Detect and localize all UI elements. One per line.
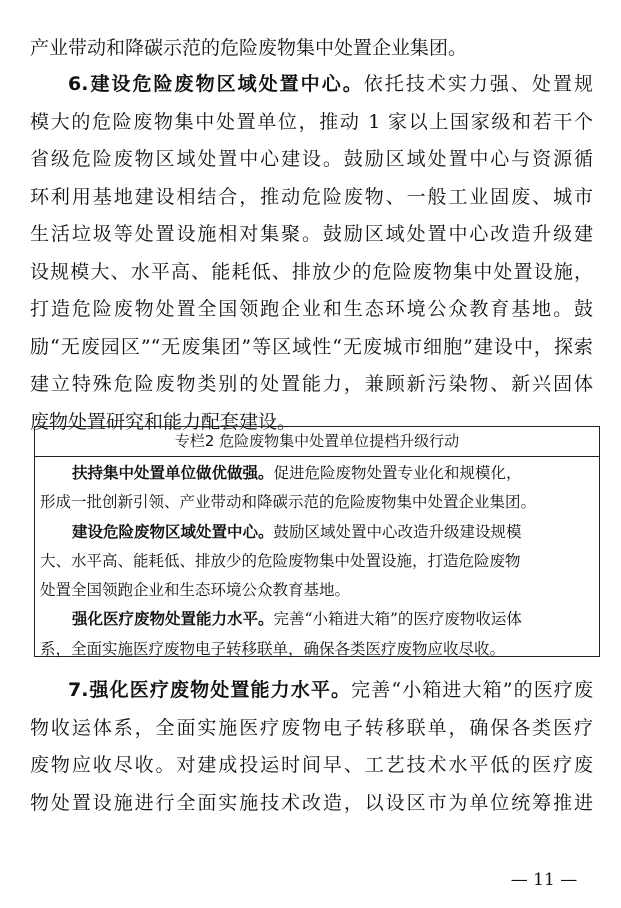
section-6-paragraph <box>30 66 593 441</box>
text-line: 物收运体系，全面实施医疗废物电子转移联单，确保各类医疗 <box>30 716 593 739</box>
box-item-heading: 建设危险废物区域处置中心。 <box>72 522 274 541</box>
paragraph-carryover <box>30 30 593 68</box>
text-line: 设规模大、水平高、能耗低、排放少的危险废物集中处置设施， <box>30 260 593 283</box>
box-item-text: 促进危险废物处置专业化和规模化， <box>273 464 522 482</box>
box-item-heading: 扶持集中处置单位做优做强。 <box>72 464 274 482</box>
section-7-paragraph <box>30 672 593 822</box>
column-box <box>34 426 600 657</box>
section-7-first-line: 完善“小箱进大箱”的医疗废 <box>351 679 593 701</box>
box-line <box>40 518 594 547</box>
section-6-heading: 6.建设危险废物区域处置中心。 <box>68 73 364 95</box>
text-line <box>30 66 593 104</box>
page-number: — 11 — <box>510 870 578 890</box>
text-line: 建立特殊危险废物类别的处置能力，兼顾新污染物、新兴固体 <box>30 373 593 395</box>
text-line: 产业带动和降碳示范的危险废物集中处置企业集团。 <box>30 37 468 59</box>
text-line: 废物处置研究和能力配套建设。 <box>30 410 297 433</box>
box-line: 处置全国领跑企业和生态环境公众教育基地。 <box>40 581 351 600</box>
box-line: 大、水平高、能耗低、排放少的危险废物集中处置设施，打造危险废物 <box>40 551 521 570</box>
section-7-heading: 7.强化医疗废物处置能力水平。 <box>68 679 352 701</box>
text-line: 励“无废园区”“无废集团”等区域性“无废城市细胞”建设中，探索 <box>30 335 593 358</box>
text-line <box>30 672 593 710</box>
box-item-text: 鼓励区域处置中心改造升级建设规模 <box>273 522 522 541</box>
column-box-body <box>35 457 599 664</box>
text-line: 环利用基地建设相结合，推动危险废物、一般工业固废、城市 <box>30 185 593 208</box>
box-line: 系，全面实施医疗废物电子转移联单，确保各类医疗废物应收尽收。 <box>40 639 506 658</box>
text-line: 省级危险废物区域处置中心建设。鼓励区域处置中心与资源循 <box>30 148 593 170</box>
section-6-first-line: 依托技术实力强、处置规 <box>363 73 593 95</box>
text-line: 生活垃圾等处置设施相对集聚。鼓励区域处置中心改造升级建 <box>30 223 593 245</box>
text-line: 打造危险废物处置全国领跑企业和生态环境公众教育基地。鼓 <box>30 298 593 320</box>
column-box-title: 专栏2 危险废物集中处置单位提档升级行动 <box>35 427 599 457</box>
text-line: 模大的危险废物集中处置单位，推动 1 家以上国家级和若干个 <box>30 110 593 133</box>
box-line: 形成一批创新引领、产业带动和降碳示范的危险废物集中处置企业集团。 <box>40 493 537 512</box>
text-line: 废物应收尽收。对建成投运时间早、工艺技术水平低的医疗废 <box>30 754 593 776</box>
box-item-heading: 强化医疗废物处置能力水平。 <box>72 610 274 629</box>
box-item-text: 完善“小箱进大箱”的医疗废物收运体 <box>273 610 522 629</box>
box-line <box>40 459 594 488</box>
text-line: 物处置设施进行全面实施技术改造，以设区市为单位统筹推进 <box>30 791 593 814</box>
box-line <box>40 605 594 634</box>
